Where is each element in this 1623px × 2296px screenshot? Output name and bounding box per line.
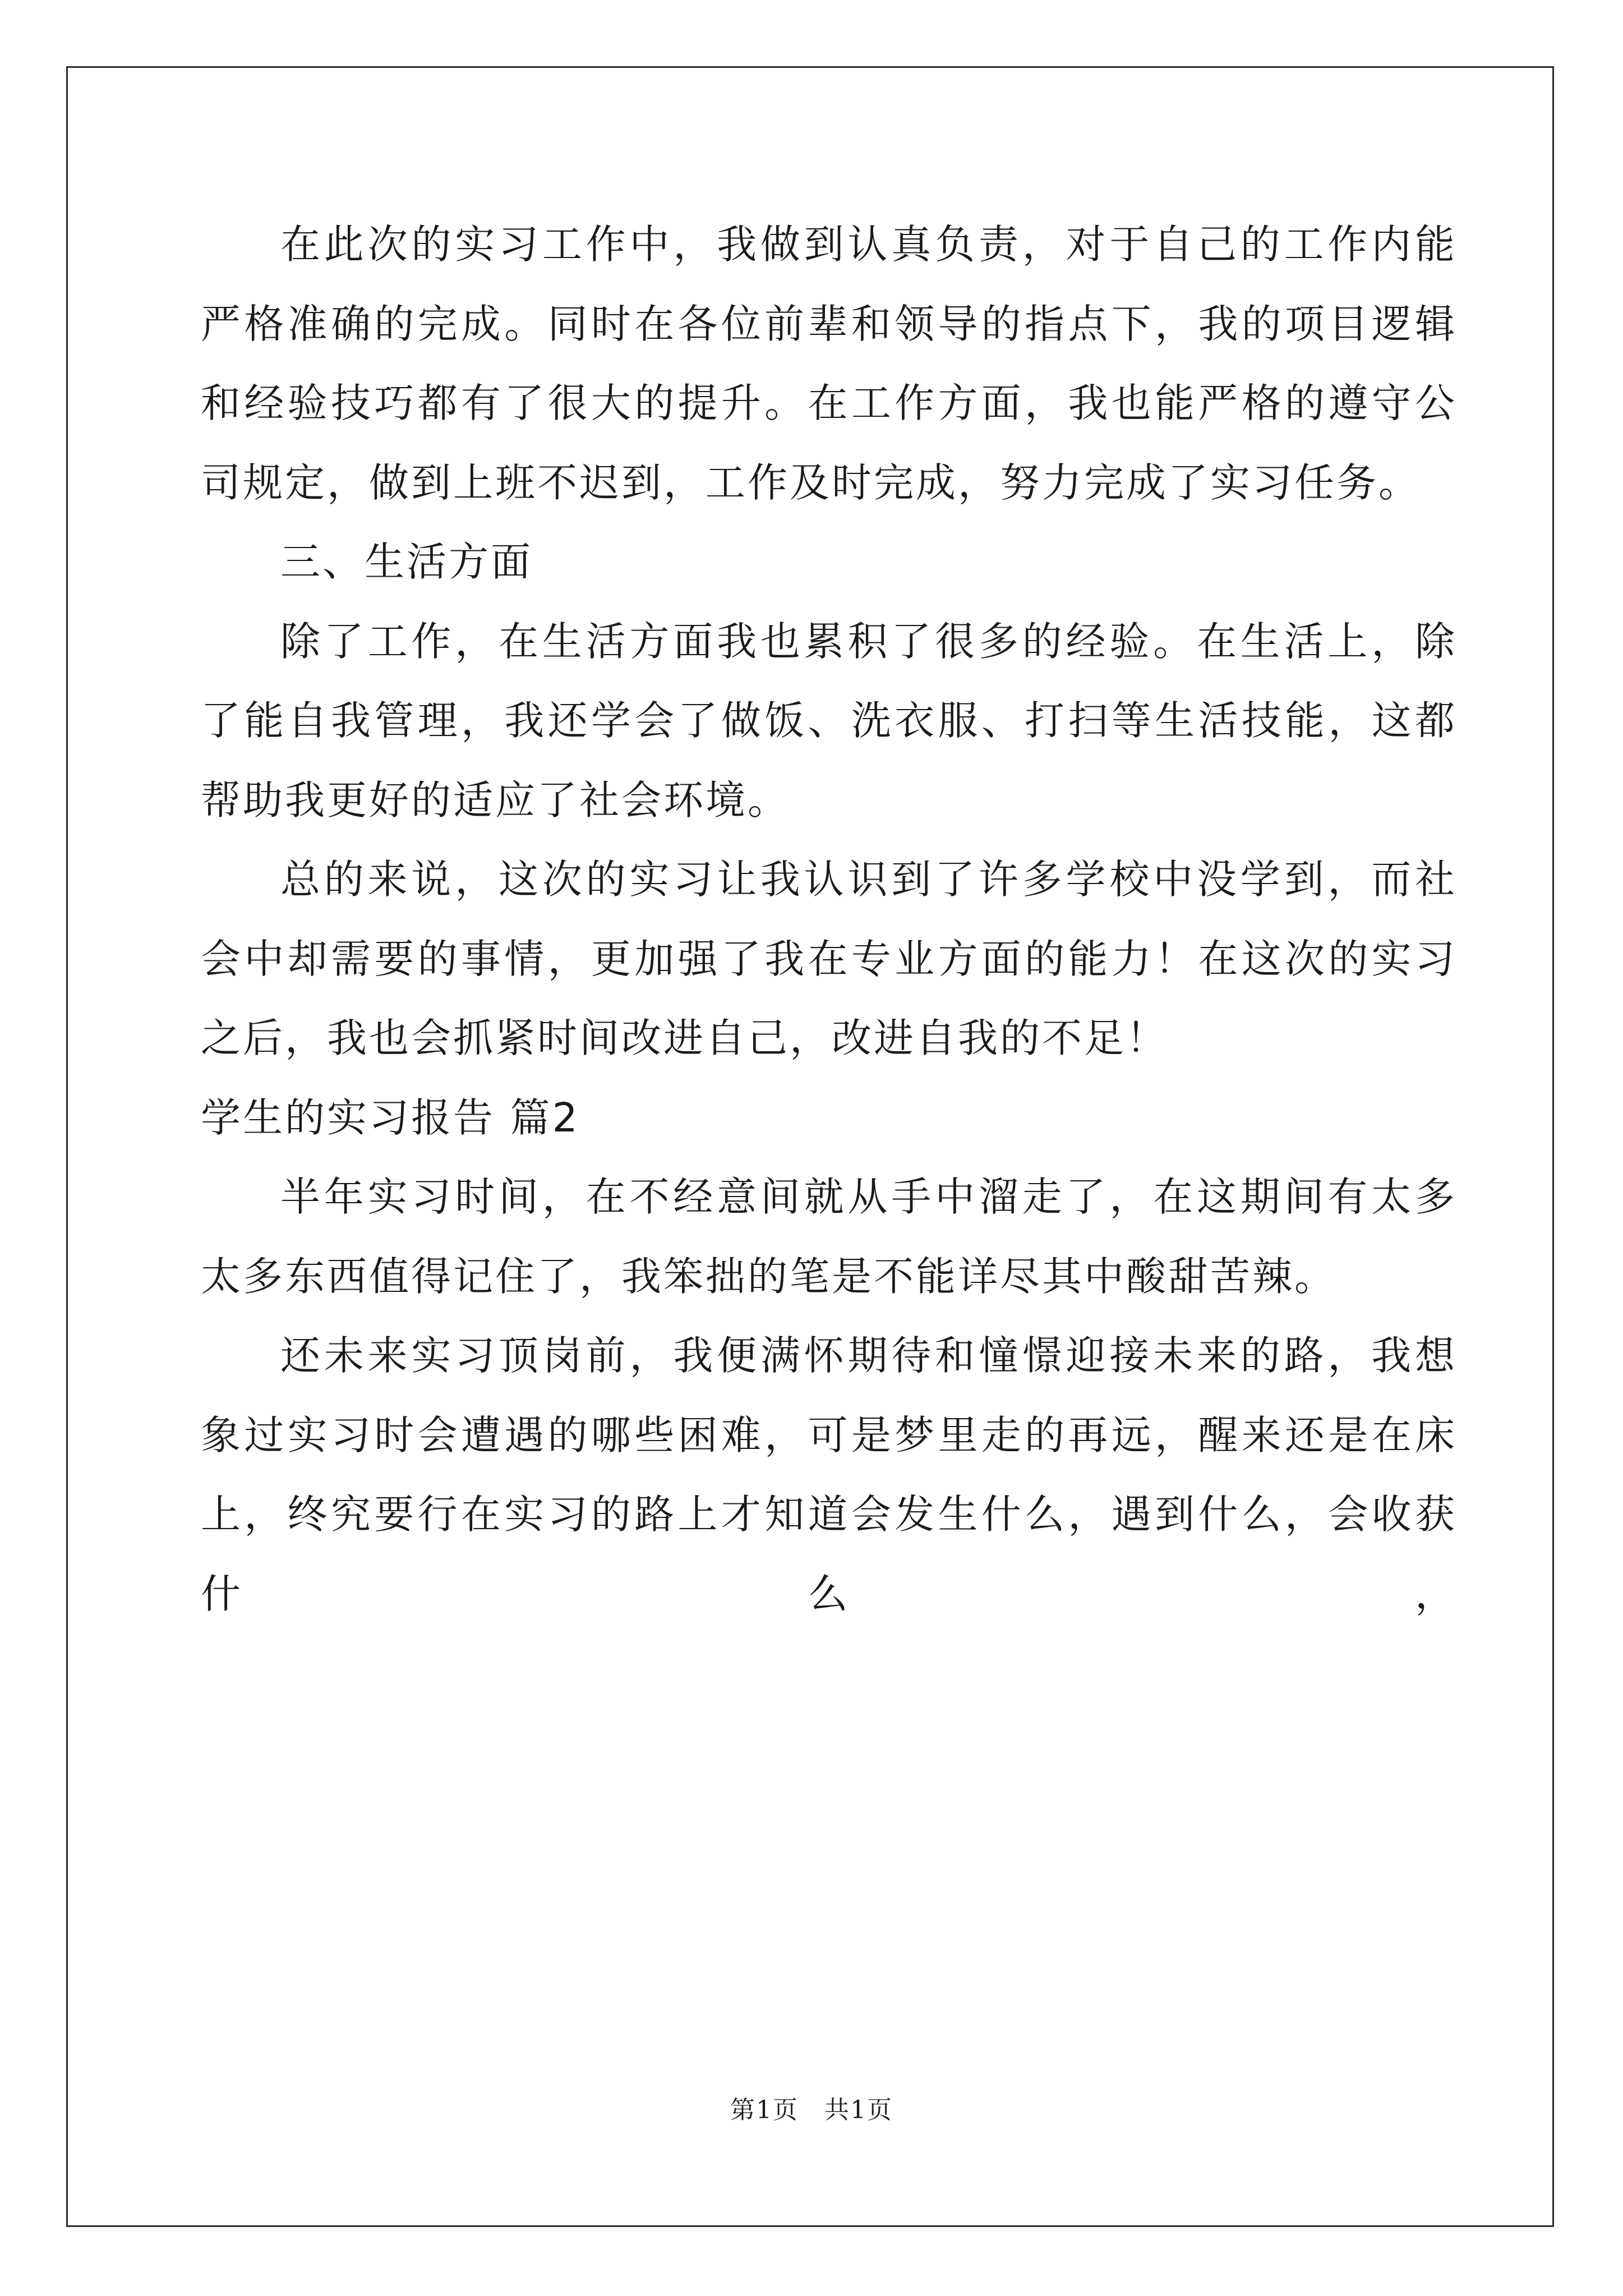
paragraph-life: 除了工作，在生活方面我也累积了很多的经验。在生活上，除了能自我管理，我还学会了做饭、洗衣服、打扫等生活技能，这都帮助我更好的适应了社会环境。 (201, 618, 1457, 823)
page-number-footer: 第1页 共1页 (730, 2096, 893, 2124)
heading-life: 三、生活方面 (280, 539, 533, 585)
paragraph-work-summary: 在此次的实习工作中，我做到认真负责，对于自己的工作内能严格准确的完成。同时在各位前辈和领导的指点下，我的项目逻辑和经验技巧都有了很大的提升。在工作方面，我也能严格的遵守公司规定，做到上班不迟到，工作及时完成，努力完成了实习任务。 (201, 221, 1457, 506)
document-body (201, 205, 1457, 1634)
paragraph-conclusion: 总的来说，这次的实习让我认识到了许多学校中没学到，而社会中却需要的事情，更加强了我在专业方面的能力！在这次的实习之后，我也会抓紧时间改进自己，改进自我的不足！ (201, 856, 1457, 1061)
paragraph-before-internship: 还未来实习顶岗前，我便满怀期待和憧憬迎接未来的路，我想象过实习时会遭遇的哪些困难，可是梦里走的再远，醒来还是在床上，终究要行在实习的路上才知道会发生什么，遇到什么，会收获什么， (201, 1332, 1457, 1617)
paragraph-half-year: 半年实习时间，在不经意间就从手中溜走了，在这期间有太多太多东西值得记住了，我笨拙的笔是不能详尽其中酸甜苦辣。 (201, 1174, 1457, 1300)
section-title-part2: 学生的实习报告 篇2 (201, 1094, 580, 1141)
